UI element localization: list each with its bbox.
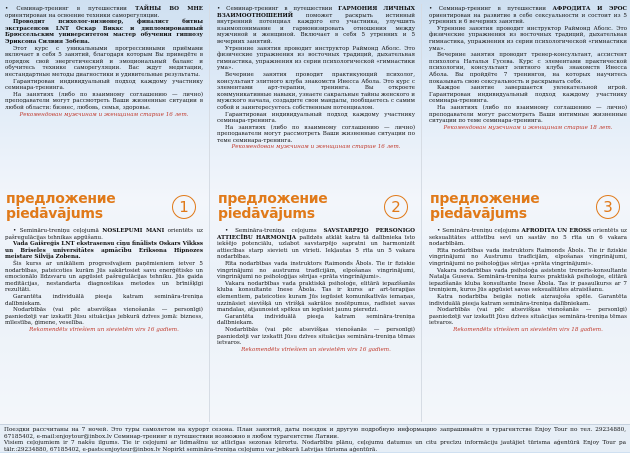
offer-number-badge: 1 [172, 195, 196, 219]
lv-paragraph: Rīta nodarbības vada instruktors Raimonds Ābols. Tie ir fiziskie vingrinājumi no Austrumu tradīcijām, elpošanas vingrinājumi, vingrinājumi no psiholoģijas sērijas «prāta vingrinājumi». [429, 247, 627, 267]
ru-lead-prefix: • Семинар-тренинг в путешествии [429, 6, 546, 12]
lv-description [2, 228, 206, 424]
column-divider [421, 4, 422, 422]
offer-heading-lv: piedāvājums [430, 206, 527, 222]
lv-paragraph: Nodarbībās (vai pēc atsevišķas vienošanās — personīgi) pasniedzēji var izskatīt Jūsu dzīves situācijas semināra-treniņa tēmas ietvaros. [217, 326, 415, 347]
offer-heading [2, 188, 206, 224]
ru-paragraph: Вечерние занятия проводит тренер-консультант, ассистент психолога Наталья Гусева. Курс с элементами практической психологии, консультант элитного клуба знакомств Инесса Абола. Вы пройдёте 7 тренингов, на которых научитесь показывать свою сексуальность и раскрывать себя. [429, 52, 627, 85]
offer-column-2 [214, 0, 418, 424]
ru-seminar-title: ТАЙНЫ ВО МНЕ [135, 6, 204, 12]
footer-info [0, 424, 630, 452]
ru-lead-suffix: поможет раскрыть истинный внутренний потенциал каждого его участника, улучшить взаимопонимание и гармонизировать отношения между мужчиной и женщиной. Включает в себя 5 утренних и 5 вечерних занятий. [217, 12, 415, 45]
ru-paragraph: Этот курс с уникальными прогрессивными приёмами включает в себя 5 занятий, благодаря которым Вы приведёте в порядок свой энергетический и эмоциональный баланс и обучитесь технике саморегуляции. Вас ждут медитации, нестандартные методы диагностики и удивительные результаты. [5, 45, 203, 78]
offer-heading-ru: предложение [6, 191, 116, 207]
ru-paragraph: Вечерние занятия проводит практикующий психолог, консультант элитного клуба знакомств Инесса Абола. Это курс с элементами арт-терапии, тренинга. Вы откроете коммуникативные навыки, узнаете сакральные тайны женского и мужского начала, создадите свои мандалы, пообщаетесь с самим собой и заинтересуетесь собственным потенциалом. [217, 71, 415, 111]
offer-heading [426, 188, 630, 224]
ru-lead-suffix: ориентирован на развитие в себе сексуальности и состоит из 5 утренних и 6 вечерних занятий. [429, 12, 627, 26]
lv-paragraph: Nodarbībās (vai pēc atsevišķas vienošanās — personīgi) pasniedzēji var izskatīt Jūsu dzīves situācijas semināra-treniņa tēmas ietvaros. [429, 307, 627, 327]
ru-recommendation: Рекомендован мужчинам и женщинам старше 16 лет. [19, 111, 189, 118]
offer-heading-ru: предложение [218, 191, 328, 207]
lv-lead-suffix: orientēts uz seksualitātes attīstību sevī un sastāv no 5 rīta un 6 vakara nodarbībām. [429, 228, 627, 248]
lv-paragraph: Vakara nodarbības vada psiholoģa asistente treneris-konsultante Natalja Guseva. Semināra-treniņa kurss praktiskā psiholoģe, elitārā iepazīšanās kluba konsultante Inese Ābola. Tas ir pasaulkurss ar 7 treniņiem, kuros Jūs apgūsiet savas seksualitātes atraisīšanu. [429, 267, 627, 294]
lv-paragraph: Vada Gaišreģis LNT ekstrasensu cīņu finālists Oskars Vikkss un Briseles universitātes apmācību Eriksona Hipnozes meistare Silvija Zobena. [5, 241, 203, 261]
offer-heading-ru: предложение [430, 191, 540, 207]
ru-paragraph: Утренние занятия проводит инструктор Раймонд Аболс. Это физические упражнения из восточных традиций, дыхательная гимнастика, упражнения из серии психологической «гимнастики ума». [429, 25, 627, 52]
ru-lead-prefix: • Семинар-тренинг в путешествии [5, 6, 127, 12]
ru-paragraph: Гарантирован индивидуальный подход каждому участнику семинара-тренинга. [5, 78, 203, 92]
ru-paragraph: Гарантирован индивидуальный подход каждому участнику семинара-тренинга. [217, 111, 415, 125]
ru-recommendation: Рекомендован мужчинам и женщинам старше 16 лет. [231, 144, 401, 151]
lv-description [214, 228, 418, 424]
lv-recommendation: Rekomendēts vīriešiem un sievietēm virs 16 gadiem. [241, 346, 391, 353]
footer-ru-text: Поездки рассчитаны на 7 ночей. Это туры самолетом на курорт сезона. План занятий, даты поездок и другую подробную информацию запрашивайте в турагентстве Enjoy Tour по тел. 29234880, 67185402, e-mail:enjoytour@inbox.lv Семинар-тренинг в путешествии возможно в любом турагентстве Латвии. [4, 427, 626, 440]
offer-number-badge: 2 [384, 195, 408, 219]
lv-lead-suffix: palīdzēs atklāt katra tā dalībnieka īsto iekšējo potenciālu, uzlabot savstarpējo sapratni un harmonizēt attiecības starp sievieti un vīrieti. Iekļautas 5 rīta un 5 vakara nodarbības. [217, 234, 416, 261]
column-divider [209, 4, 210, 422]
lv-paragraph: Katra nodarbība beigās notiek aizraujoša spēle. Garantēta individuālā pieeja katram semināra-treniņa dalībniekam. [429, 293, 627, 307]
lv-lead-prefix: • Semināra-treniņa ceļojums [225, 228, 317, 234]
ru-description [214, 0, 418, 184]
ru-paragraph: На занятиях (либо по взаимному соглашению — лично) преподаватели могут рассмотреть Ваши жизненные ситуации в любой области: бизнес, любовь, семья, здоровье. [5, 91, 203, 111]
offer-number-badge: 3 [596, 195, 620, 219]
lv-paragraph: Garantēta individuālā pieeja katram semināra-treniņa dalībniekam. [5, 293, 203, 307]
offer-column-1 [2, 0, 206, 424]
offer-heading-lv: piedāvājums [218, 206, 315, 222]
lv-paragraph: Rīta nodarbības vada instruktors Raimonds Ābols. Tie ir fiziskie vingrinājumi no austrumu tradīcijām, elpošanas vingrinājumi, vingrinājumi no psiholoģijas sērijas «prāta vingrinājumi». [217, 260, 415, 281]
ru-paragraph: Каждое занятие завершается увлекательной игрой. Гарантирован индивидуальный подход каждому участнику семинара-тренинга. [429, 85, 627, 105]
ru-seminar-title: ГАРМОНИЯ ЛИЧНЫХ ВЗАИМООТНОШЕНИЙ [217, 6, 416, 19]
ru-paragraph: На занятиях (либо по взаимному соглашению — лично) преподаватели могут рассмотреть Ваши жизненные ситуации по теме семинара-тренинга. [217, 124, 415, 144]
footer-lv-text: Visiem ceļojumiem ir 7 nakšu ilgums. Tie ir ceļojumi ar lidmašīnu uz atlicīgas sezonas kūrortu. Nodarbību plānu, ceļojumu datumus un citu precīzu informāciju jautājiet tūrisma aģentūrā Enjoy Tour pa tālr.:29234880, 67185402, e-pasts:enjoytour@inbox.lv Nopirkt semināra-treniņa ceļojumu var jebkurā Latvijas tūrisma aģentūrā. [4, 440, 626, 453]
lv-paragraph: Nodarbībās (vai pēc atsevišķas vienošanās — personīgi) pasniedzēji var izskatīt Jūsu situācijas jebkurā dzīves jomā: bizness, mīlestība, ģimene, veselība. [5, 307, 203, 327]
offer-heading [214, 188, 418, 224]
offer-heading-lv: piedāvājums [6, 206, 103, 222]
lv-lead-prefix: • Semināru-treniņu ceļojums [437, 228, 520, 234]
lv-seminar-title: SAVSTARPĒJO PERSONĪGO ATTIECĪBU HARMONIJA [217, 228, 415, 241]
ru-lead-suffix: ориентирован на освоение техники саморегуляции. [5, 12, 160, 19]
ru-recommendation: Рекомендован мужчинам и женщинам старше 18 лет. [443, 124, 613, 131]
ru-lead-prefix: • Семинар-тренинг в путешествии [217, 6, 333, 12]
ru-description [426, 0, 630, 184]
lv-recommendation: Rekomendēts vīriešiem un sievietēm virs 18 gadiem. [453, 326, 603, 333]
lv-description [426, 228, 630, 424]
lv-paragraph: Garantēta individuālā pieeja katram semināra-treniņa dalībniekam. [217, 313, 415, 327]
lv-seminar-title: AFRODĪTA UN EROSS [521, 228, 592, 234]
lv-paragraph: Šis kurss ar unikāliem progresīvajiem paņēmieniem ietver 5 nodarbības, pateicoties kurām Jūs sakārtosiet savu enerģētisko un emocionālo līdzsvaru un apgūsiet pašregulācijas tehniku. Jūs gaida meditācijas, nestandarta diagnostikas metodes un brīnišķīgi rezultāti. [5, 260, 203, 294]
lv-paragraph: Vakara nodarbības vada praktiskā psiholoģe, elitārā iepazīšanās kluba konsultante Inese Ābola. Tas ir kurss ar art-terapijas elementiem, pateicoties kuram Jūs iegūsiet komunikatīvās iemaņas, uzzināsiet sievišķā un vīrišķā sakrālos noslēpumus, radīsiet savas mandalas, atjaunosiet spēkus un iegūsiet jaunu pieredzi. [217, 280, 415, 314]
ru-seminar-title: АФРОДИТА И ЭРОС [552, 6, 628, 12]
ru-paragraph: Утренние занятия проводит инструктор Раймонд Аболс. Это физические упражнения из восточных традиций, дыхательная гимнастика, упражнения из серии психологической «гимнастики ума». [217, 45, 415, 72]
offer-column-3 [426, 0, 630, 424]
ru-paragraph: На занятиях (либо по взаимному соглашению — лично) преподаватели могут рассмотреть Ваши интимные жизненные ситуации по теме семинара-тренинга. [429, 104, 627, 125]
lv-seminar-title: NOSLĒPUMI MANĪ [102, 228, 165, 234]
lv-lead-suffix: orientēts uz pašregulācijas tehnikas apgūšanu. [5, 228, 203, 241]
lv-recommendation: Rekomendēts vīriešiem un sievietēm virs 16 gadiem. [29, 326, 179, 333]
ru-description [2, 0, 206, 184]
lv-lead-prefix: • Semināru-treniņu ceļojumā [13, 228, 99, 234]
ru-paragraph: Проводит психолог-визионер, финалист битвы экстрасенсов LNT Оскар Виккс и дипломированный Брюссельским университетом мастер обучения гипнозу Эриксона Силвия Зобена. [5, 19, 203, 45]
